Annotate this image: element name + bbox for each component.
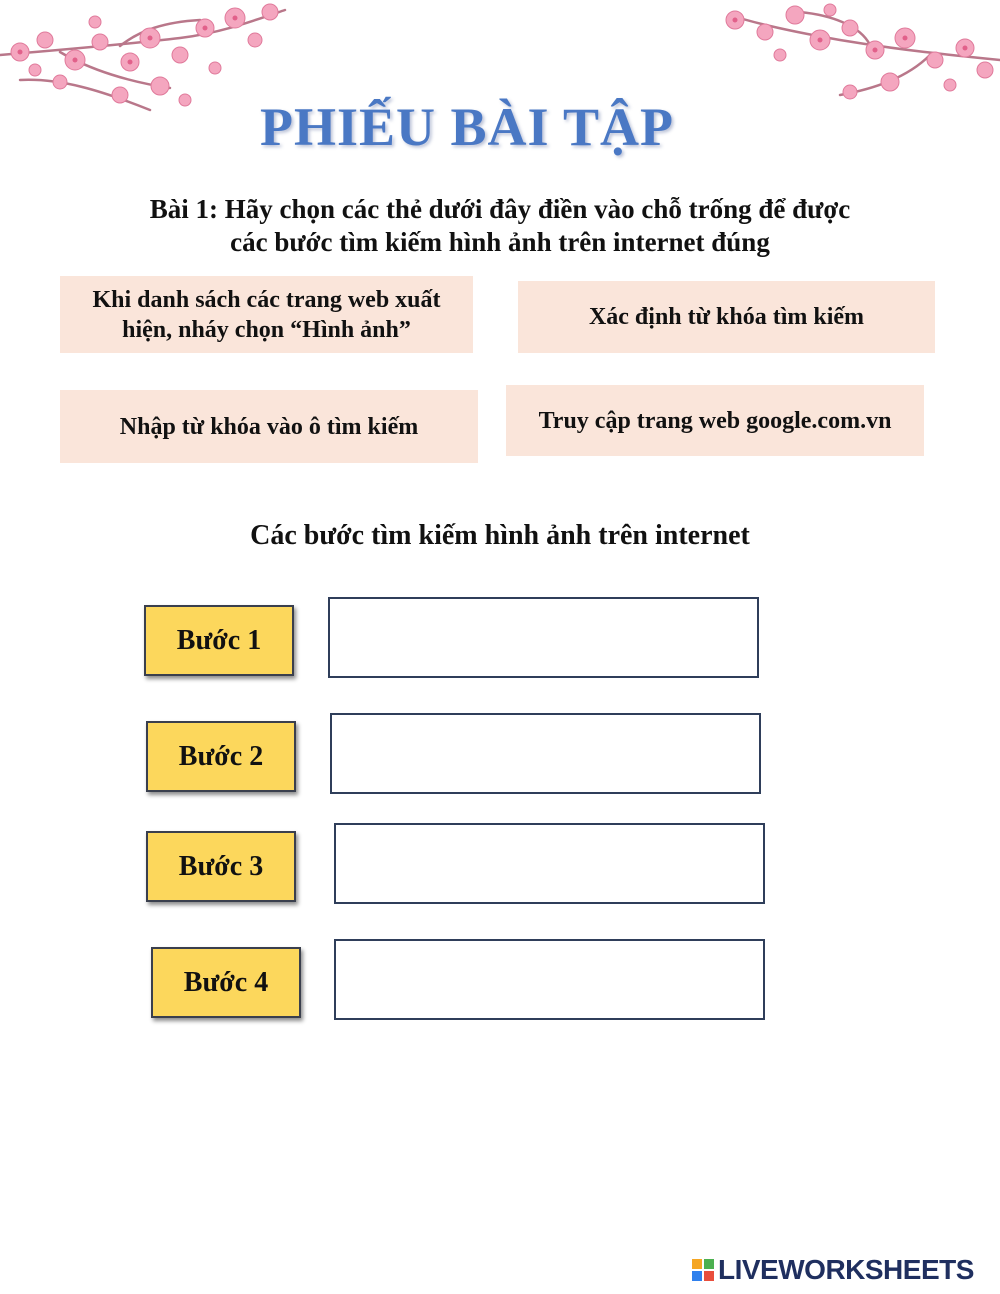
answer-card-text-line: Khi danh sách các trang web xuất (92, 286, 441, 313)
steps-heading: Các bước tìm kiếm hình ảnh trên internet (250, 520, 750, 551)
step-4-drop-box[interactable] (334, 939, 765, 1020)
answer-card-text-line: Xác định từ khóa tìm kiếm (588, 304, 865, 330)
answer-card-text-line: Nhập từ khóa vào ô tìm kiếm (119, 413, 419, 440)
answer-card-enter-keyword[interactable] (60, 390, 478, 463)
instruction-line-2: các bước tìm kiếm hình ảnh trên internet đúng (230, 227, 770, 257)
step-2-label: Bước 2 (146, 721, 296, 792)
instruction-line-1: Bài 1: Hãy chọn các thẻ dưới đây điền vào chỗ trống để được (149, 194, 851, 224)
answer-card-visit-google[interactable] (506, 385, 924, 456)
liveworksheets-logo (692, 1254, 974, 1286)
step-1-drop-box[interactable] (328, 597, 759, 678)
worksheet-title: PHIẾU BÀI TẬP (259, 97, 675, 157)
step-2-drop-box[interactable] (330, 713, 761, 794)
step-1-label: Bước 1 (144, 605, 294, 676)
answer-card-text-line: hiện, nháy chọn “Hình ảnh” (122, 316, 411, 343)
answer-card-text-line: Truy cập trang web google.com.vn (538, 407, 892, 434)
cherry-blossom-right-icon (710, 0, 1000, 110)
step-4-label: Bước 4 (151, 947, 301, 1018)
instruction-text (100, 193, 900, 259)
answer-card-keyword[interactable] (518, 281, 935, 353)
step-3-label: Bước 3 (146, 831, 296, 902)
answer-card-image-tab[interactable] (60, 276, 473, 353)
liveworksheets-logo-text: LIVEWORKSHEETS (718, 1254, 974, 1285)
liveworksheets-logo-icon (692, 1259, 714, 1281)
step-3-drop-box[interactable] (334, 823, 765, 904)
